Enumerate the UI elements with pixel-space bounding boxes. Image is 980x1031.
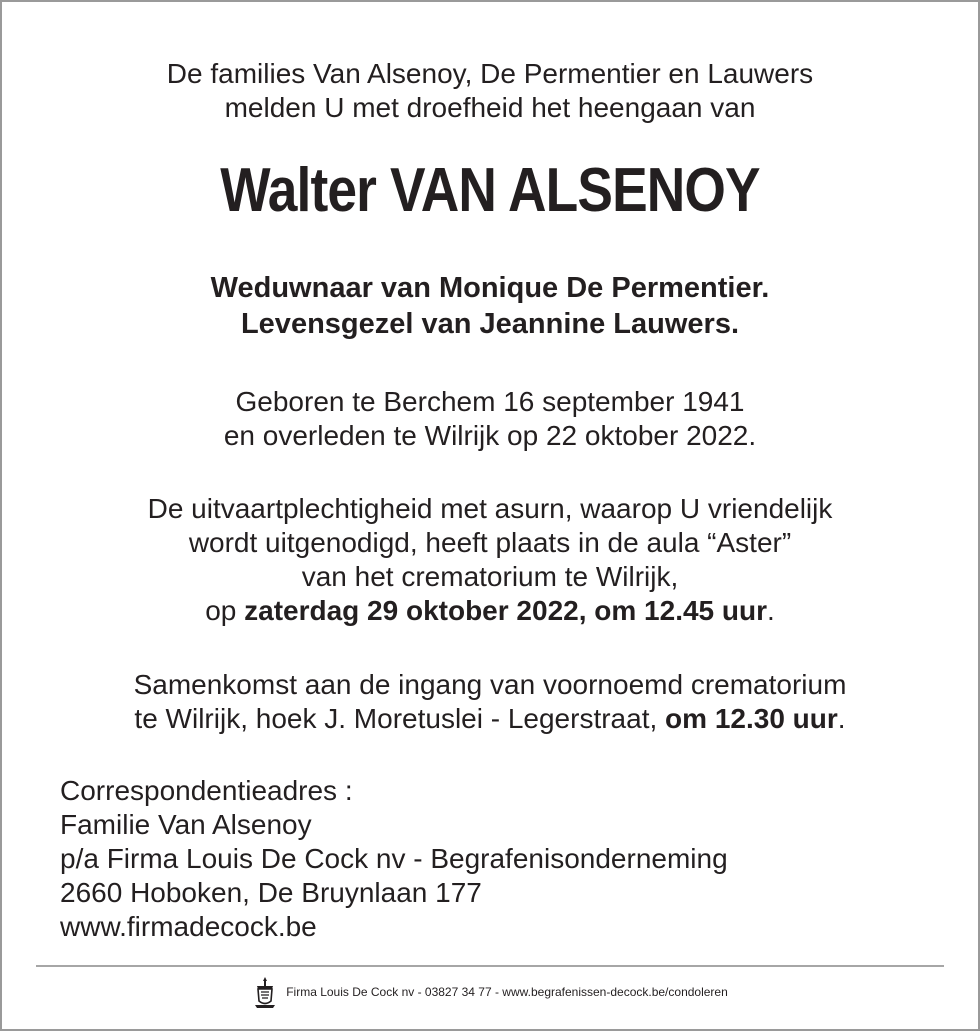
meeting-location: te Wilrijk, hoek J. Moretuslei - Legerstraat, xyxy=(134,703,666,734)
death-line: en overleden te Wilrijk op 22 oktober 2022. xyxy=(223,420,757,451)
ceremony-datetime: zaterdag 29 oktober 2022, om 12.45 uur xyxy=(244,595,768,626)
footer xyxy=(2,972,978,1012)
meeting-line-2 xyxy=(2,702,978,736)
announcement-intro xyxy=(2,57,978,125)
ceremony-line-2: wordt uitgenodigd, heeft plaats in de aula “Aster” xyxy=(188,527,792,558)
correspondence-address xyxy=(60,774,728,944)
intro-line-2: melden U met droefheid het heengaan van xyxy=(224,92,756,123)
address-line-2: p/a Firma Louis De Cock nv - Begrafenisonderneming xyxy=(60,843,728,874)
meeting-suffix: . xyxy=(837,703,846,734)
meeting-block xyxy=(2,668,978,736)
address-line-1: Familie Van Alsenoy xyxy=(60,809,312,840)
meeting-line-1: Samenkomst aan de ingang van voornoemd crematorium xyxy=(133,669,847,700)
crest-icon xyxy=(252,975,278,1009)
deceased-name: Walter VAN ALSENOY xyxy=(220,156,760,225)
intro-line-1: De families Van Alsenoy, De Permentier en Lauwers xyxy=(166,58,814,89)
ceremony-block xyxy=(2,492,978,628)
ceremony-suffix: . xyxy=(767,595,775,626)
address-website[interactable]: www.firmadecock.be xyxy=(60,911,317,942)
ceremony-line-1: De uitvaartplechtigheid met asurn, waarop U vriendelijk xyxy=(147,493,833,524)
footer-text: Firma Louis De Cock nv - 03827 34 77 - www.begrafenissen-decock.be/condoleren xyxy=(286,985,728,999)
address-line-3: 2660 Hoboken, De Bruynlaan 177 xyxy=(60,877,482,908)
ceremony-line-4 xyxy=(2,594,978,628)
ceremony-prefix: op xyxy=(205,595,245,626)
ceremony-line-3: van het crematorium te Wilrijk, xyxy=(301,561,679,592)
footer-divider xyxy=(36,965,944,967)
relation-line-2: Levensgezel van Jeannine Lauwers. xyxy=(240,308,740,340)
birth-line: Geboren te Berchem 16 september 1941 xyxy=(235,386,745,417)
dates-block xyxy=(2,385,978,453)
meeting-time: om 12.30 uur xyxy=(665,703,838,734)
relations-block xyxy=(2,270,978,342)
relation-line-1: Weduwnaar van Monique De Permentier. xyxy=(210,272,770,304)
address-heading: Correspondentieadres : xyxy=(60,775,353,806)
